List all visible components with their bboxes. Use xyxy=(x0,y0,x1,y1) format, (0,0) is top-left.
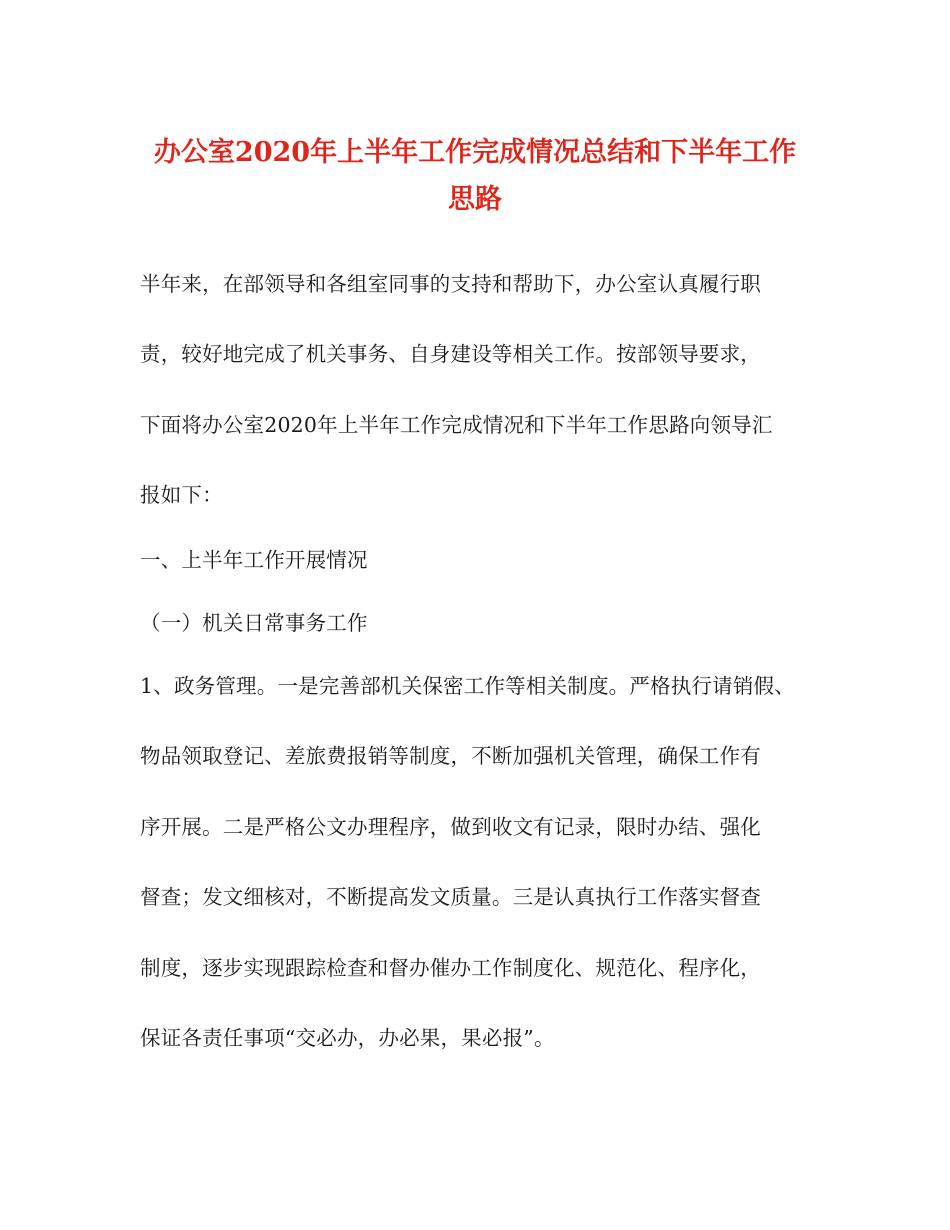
document-title-line-1: 办公室2020年上半年工作完成情况总结和下半年工作 xyxy=(153,137,797,168)
paragraph-line-2: 责，较好地完成了机关事务、自身建设等相关工作。按部领导要求， xyxy=(140,342,761,366)
paragraph-line-3: 下面将办公室2020年上半年工作完成情况和下半年工作思路向领导汇 xyxy=(140,413,773,437)
section-heading-1: 一、上半年工作开展情况 xyxy=(140,548,368,572)
paragraph-line-12: 保证各责任事项“交必办，办必果，果必报”。 xyxy=(140,1026,555,1050)
paragraph-line-1: 半年来，在部领导和各组室同事的支持和帮助下，办公室认真履行职 xyxy=(140,272,761,296)
paragraph-line-7: 1、政务管理。一是完善部机关保密工作等相关制度。严格执行请销假、 xyxy=(140,674,795,698)
paragraph-line-8: 物品领取登记、差旅费报销等制度，不断加强机关管理，确保工作有 xyxy=(140,744,761,768)
paragraph-line-10: 督查；发文细核对，不断提高发文质量。三是认真执行工作落实督查 xyxy=(140,885,761,909)
paragraph-line-4: 报如下： xyxy=(140,483,223,507)
document-title-line-2: 思路 xyxy=(448,184,502,215)
paragraph-line-11: 制度，逐步实现跟踪检查和督办催办工作制度化、规范化、程序化， xyxy=(140,956,761,980)
subsection-heading-1: （一）机关日常事务工作 xyxy=(140,611,368,635)
paragraph-line-9: 序开展。二是严格公文办理程序，做到收文有记录，限时办结、强化 xyxy=(140,815,761,839)
